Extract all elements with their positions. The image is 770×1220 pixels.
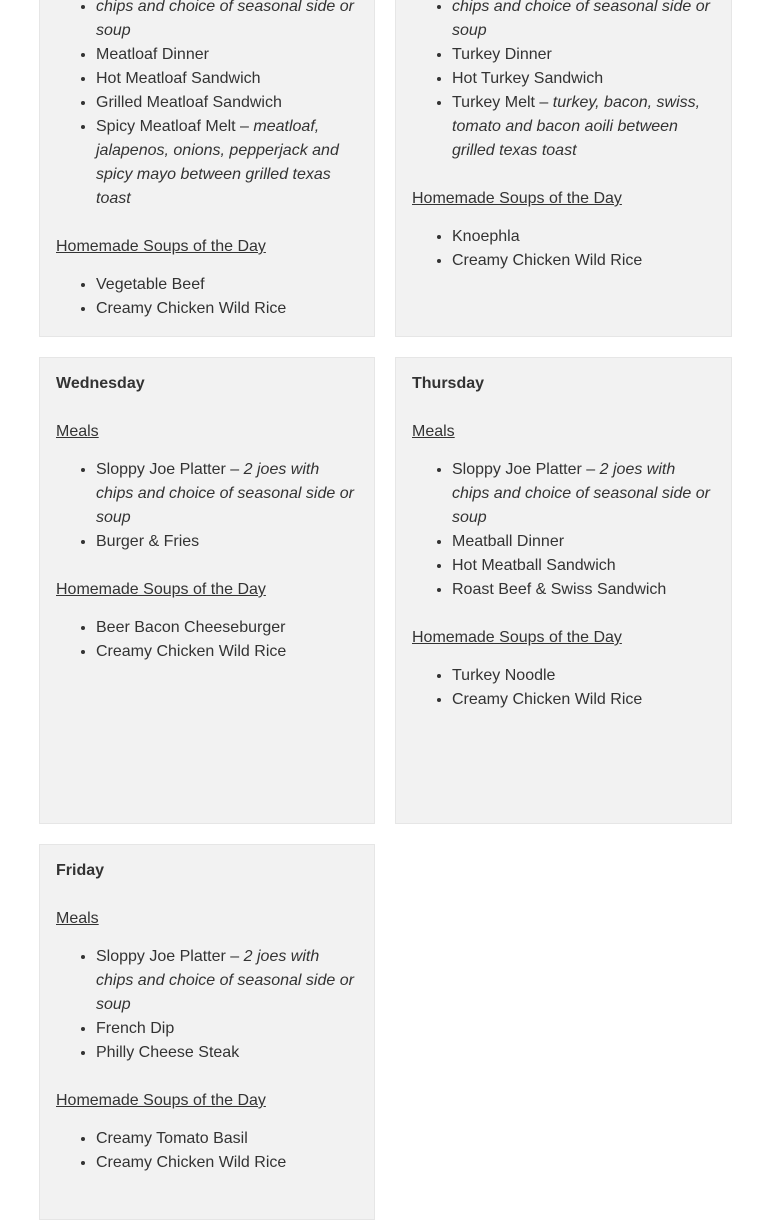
tuesday-card — [395, 0, 732, 337]
list-item: • Philly Cheese Steak — [96, 1041, 360, 1065]
monday-meals-list — [56, 0, 360, 211]
day-title: Thursday — [412, 375, 485, 392]
list-item: • Creamy Chicken Wild Rice — [452, 688, 717, 712]
meals-heading[interactable]: Meals — [56, 423, 99, 440]
list-item: • French Dip — [96, 1017, 360, 1041]
list-item: • Hot Turkey Sandwich — [452, 67, 717, 91]
list-item: • Sloppy Joe Platter – 2 joes with chips and choice of seasonal side or soup — [96, 945, 360, 1017]
list-item: • Turkey Melt – turkey, bacon, swiss, tomato and bacon aoili between grilled texas toast — [452, 91, 717, 163]
soups-heading[interactable]: Homemade Soups of the Day — [412, 629, 622, 646]
friday-soups-list — [56, 1127, 360, 1175]
thursday-card — [395, 357, 732, 824]
list-item: • Creamy Chicken Wild Rice — [96, 297, 360, 321]
friday-meals-list — [56, 945, 360, 1065]
list-item: • Spicy Meatloaf Melt – meatloaf, jalapenos, onions, pepperjack and spicy mayo between grilled texas toast — [96, 115, 360, 211]
list-item: • Creamy Chicken Wild Rice — [96, 640, 360, 664]
thursday-content — [412, 372, 717, 712]
monday-content — [56, 0, 360, 321]
friday-card — [39, 844, 375, 1220]
soups-heading[interactable]: Homemade Soups of the Day — [412, 190, 622, 207]
wednesday-soups-list — [56, 616, 360, 664]
tuesday-meals-list — [412, 0, 717, 163]
meals-heading[interactable]: Meals — [56, 910, 99, 927]
meals-heading[interactable]: Meals — [412, 423, 455, 440]
list-item: • Meatloaf Dinner — [96, 43, 360, 67]
tuesday-content — [412, 0, 717, 273]
day-title: Wednesday — [56, 375, 145, 392]
list-item: • chips and choice of seasonal side or soup — [96, 0, 360, 43]
list-item: • Hot Meatloaf Sandwich — [96, 67, 360, 91]
list-item: • Hot Meatball Sandwich — [452, 554, 717, 578]
tuesday-soups-list — [412, 225, 717, 273]
friday-content — [56, 859, 360, 1175]
thursday-soups-list — [412, 664, 717, 712]
soups-heading[interactable]: Homemade Soups of the Day — [56, 238, 266, 255]
list-item: • Sloppy Joe Platter – 2 joes with chips and choice of seasonal side or soup — [96, 458, 360, 530]
thursday-meals-list — [412, 458, 717, 602]
list-item: • Vegetable Beef — [96, 273, 360, 297]
list-item: • Knoephla — [452, 225, 717, 249]
monday-card — [39, 0, 375, 337]
list-item: • Creamy Chicken Wild Rice — [96, 1151, 360, 1175]
monday-soups-list — [56, 273, 360, 321]
list-item: • Turkey Dinner — [452, 43, 717, 67]
list-item: • Roast Beef & Swiss Sandwich — [452, 578, 717, 602]
list-item: • Creamy Tomato Basil — [96, 1127, 360, 1151]
day-title: Friday — [56, 862, 105, 879]
list-item: • chips and choice of seasonal side or soup — [452, 0, 717, 43]
list-item: • Creamy Chicken Wild Rice — [452, 249, 717, 273]
soups-heading[interactable]: Homemade Soups of the Day — [56, 1092, 266, 1109]
list-item: • Beer Bacon Cheeseburger — [96, 616, 360, 640]
list-item: • Turkey Noodle — [452, 664, 717, 688]
wednesday-card — [39, 357, 375, 824]
list-item: • Sloppy Joe Platter – 2 joes with chips and choice of seasonal side or soup — [452, 458, 717, 530]
list-item: • Burger & Fries — [96, 530, 360, 554]
wednesday-content — [56, 372, 360, 664]
soups-heading[interactable]: Homemade Soups of the Day — [56, 581, 266, 598]
list-item: • Meatball Dinner — [452, 530, 717, 554]
list-item: • Grilled Meatloaf Sandwich — [96, 91, 360, 115]
wednesday-meals-list — [56, 458, 360, 554]
